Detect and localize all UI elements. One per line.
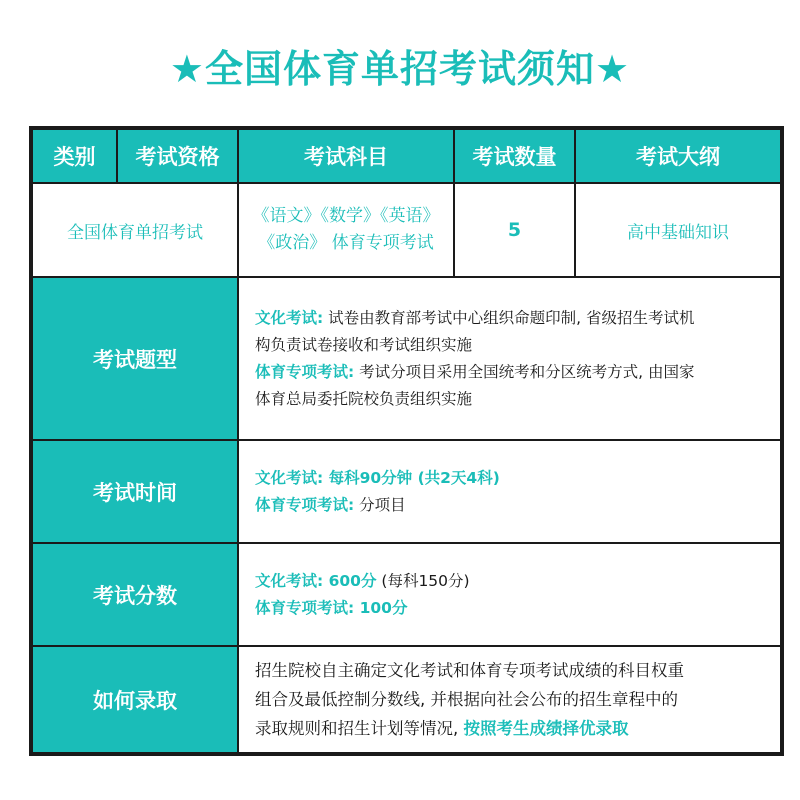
admission-label: 如何录取	[33, 647, 237, 752]
score-culture-note: (每科150分)	[376, 571, 470, 590]
admission-line-2: 组合及最低控制分数线, 并根据向社会公布的招生章程中的	[255, 690, 678, 709]
row1-qualification: 全国体育单招考试	[33, 184, 237, 276]
time-sports-value: 分项目	[354, 495, 406, 514]
sports-exam-key: 体育专项考试:	[255, 362, 355, 381]
score-sports-value: 100分	[354, 598, 408, 617]
score-sports-key: 体育专项考试:	[255, 598, 355, 617]
header-subjects: 考试科目	[239, 130, 453, 182]
row1-subjects-line2: 《政治》 体育专项考试	[258, 233, 434, 253]
score-culture-key: 文化考试:	[255, 571, 324, 590]
page-title: ★全国体育单招考试须知★	[169, 47, 631, 91]
admission-line-3: 录取规则和招生计划等情况,	[255, 719, 464, 738]
exam-info-table	[29, 126, 784, 756]
time-culture-value: 每科90分钟 (共2天4科)	[323, 468, 500, 487]
header-syllabus: 考试大纲	[576, 130, 780, 182]
exam-time-label: 考试时间	[33, 441, 237, 542]
time-culture-key: 文化考试:	[255, 468, 324, 487]
scores-content	[239, 544, 780, 645]
question-types-label: 考试题型	[33, 278, 237, 439]
row1-syllabus: 高中基础知识	[576, 184, 780, 276]
header-qualification: 考试资格	[118, 130, 237, 182]
culture-exam-key: 文化考试:	[255, 308, 324, 327]
score-culture-value: 600分	[323, 571, 377, 590]
sports-exam-text-2: 体育总局委托院校负责组织实施	[255, 389, 473, 408]
admission-line-1: 招生院校自主确定文化考试和体育专项考试成绩的科目权重	[255, 661, 684, 680]
admission-highlight: 按照考生成绩择优录取	[463, 719, 629, 738]
question-types-content	[239, 278, 780, 439]
exam-time-content	[239, 441, 780, 542]
admission-content	[239, 647, 780, 752]
row1-subjects	[239, 184, 453, 276]
scores-label: 考试分数	[33, 544, 237, 645]
row1-subjects-line1: 《语文》《数学》《英语》	[252, 206, 440, 226]
header-count: 考试数量	[455, 130, 574, 182]
culture-exam-text-2: 构负责试卷接收和考试组织实施	[255, 335, 473, 354]
sports-exam-text-1: 考试分项目采用全国统考和分区统考方式, 由国家	[354, 362, 695, 381]
time-sports-key: 体育专项考试:	[255, 495, 355, 514]
culture-exam-text-1: 试卷由教育部考试中心组织命题印制, 省级招生考试机	[323, 308, 695, 327]
header-category: 类别	[33, 130, 116, 182]
row1-count: 5	[455, 184, 574, 276]
